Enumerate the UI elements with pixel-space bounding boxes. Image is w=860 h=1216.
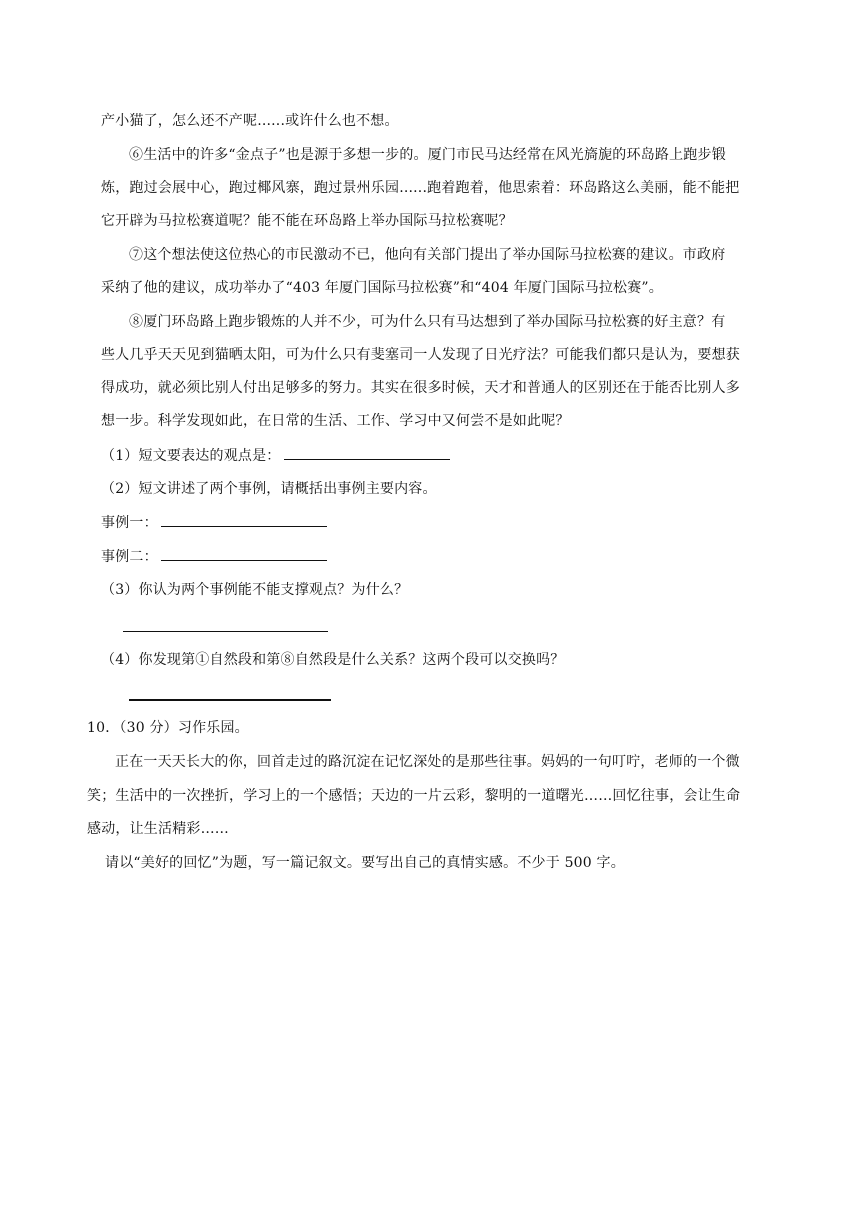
passage-paragraph-5-tail: 产小猫了，怎么还不产呢......或许什么也不想。: [101, 113, 399, 129]
passage-paragraph-6-line-2: 炼，跑过会展中心，跑过椰风寨，跑过景州乐园......跑着跑着，他思索着：环岛路这么美丽，能不能把: [101, 180, 740, 196]
passage-paragraph-8-line-1: ⑧厦门环岛路上跑步锻炼的人并不少，可为什么只有马达想到了举办国际马拉松赛的好主意？有: [129, 314, 726, 330]
question-3-answer-blank[interactable]: [123, 631, 328, 632]
case-2-answer-blank[interactable]: [161, 546, 327, 561]
composition-prompt-line-2: 笑；生活中的一次挫折，学习上的一个感悟；天边的一片云彩，黎明的一道曙光……回忆往事，会让生命: [87, 788, 741, 804]
question-1-answer-blank[interactable]: [284, 445, 450, 460]
passage-paragraph-8-line-2: 些人几乎天天见到猫晒太阳，可为什么只有斐塞司一人发现了日光疗法？可能我们都只是认为，要想获: [101, 347, 740, 363]
composition-instruction: 请以“美好的回忆”为题，写一篇记叙文。要写出自己的真情实感。不少于 500 字。: [105, 855, 625, 871]
composition-prompt-line-3: 感动，让生活精彩……: [87, 821, 229, 837]
composition-prompt-line-1: 正在一天天长大的你，回首走过的路沉淀在记忆深处的是那些往事。妈妈的一句叮咛，老师的一个微: [115, 754, 740, 770]
passage-paragraph-8-line-3: 得成功，就必须比别人付出足够多的努力。其实在很多时候，天才和普通人的区别还在于能否比别人多: [101, 380, 740, 396]
question-1-text: （1）短文要表达的观点是：: [101, 448, 281, 464]
passage-paragraph-8-line-4: 想一步。科学发现如此，在日常的生活、工作、学习中又何尝不是如此呢？: [101, 413, 570, 429]
question-2: （2）短文讲述了两个事例，请概括出事例主要内容。: [101, 481, 437, 497]
passage-paragraph-7-line-2: 采纳了他的建议，成功举办了“403 年厦门国际马拉松赛”和“404 年厦门国际马拉松赛”。: [101, 280, 663, 296]
question-3: （3）你认为两个事例能不能支撑观点？为什么？: [101, 582, 409, 598]
case-2-label: 事例二：: [101, 549, 158, 565]
composition-heading: 10．（30 分）习作乐园。: [87, 720, 249, 736]
passage-paragraph-7-line-1: ⑦这个想法使这位热心的市民激动不已，他向有关部门提出了举办国际马拉松赛的建议。市政府: [129, 247, 726, 263]
case-1-answer-blank[interactable]: [161, 512, 327, 527]
passage-paragraph-6-line-3: 它开辟为马拉松赛道呢？能不能在环岛路上举办国际马拉松赛呢？: [101, 213, 513, 229]
question-4-answer-blank[interactable]: [129, 699, 331, 701]
case-2: [101, 546, 327, 567]
question-1: [101, 445, 450, 466]
question-4: （4）你发现第①自然段和第⑧自然段是什么关系？这两个段可以交换吗？: [101, 652, 565, 668]
case-1-label: 事例一：: [101, 515, 158, 531]
case-1: [101, 512, 327, 533]
passage-paragraph-6-line-1: ⑥生活中的许多“金点子”也是源于多想一步的。厦门市民马达经常在风光旖旎的环岛路上跑步锻: [129, 147, 726, 163]
